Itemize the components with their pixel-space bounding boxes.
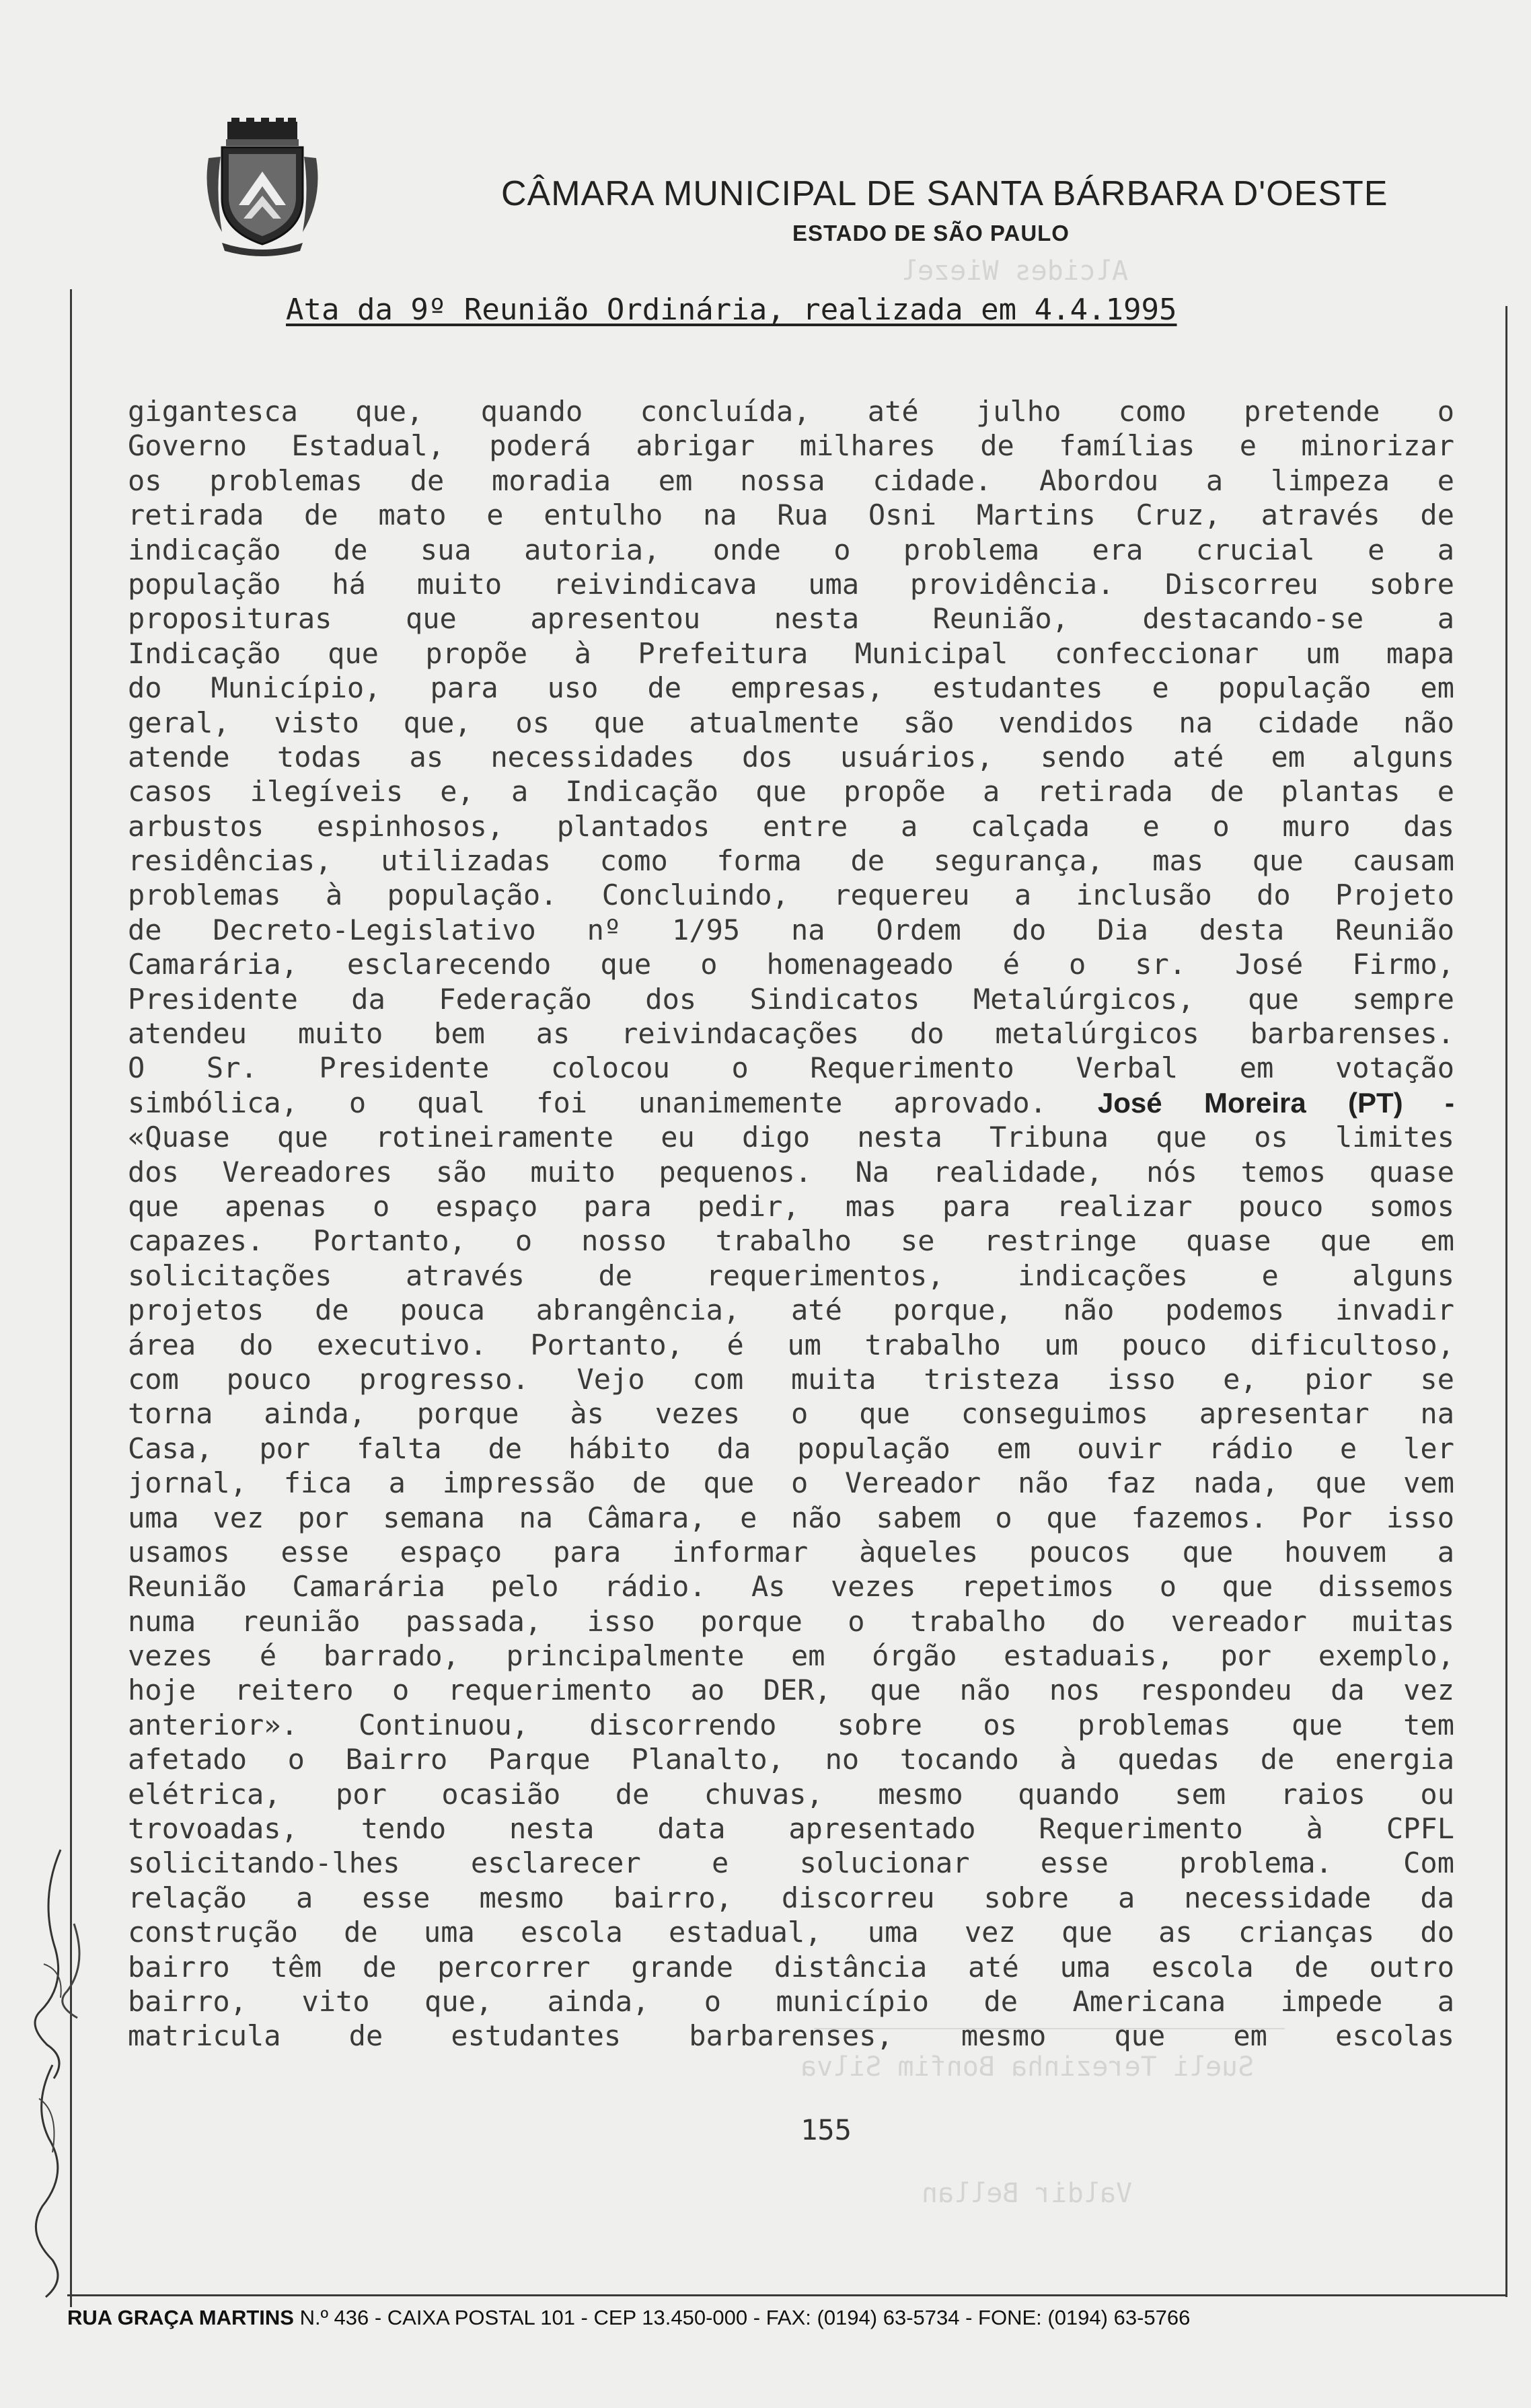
body-line: usamos esse espaço para informar àqueles poucos que houvem a xyxy=(128,1535,1454,1569)
body-line: O Sr. Presidente colocou o Requerimento Verbal em votação xyxy=(128,1051,1454,1085)
body-line: geral, visto que, os que atualmente são vendidos na cidade não xyxy=(128,706,1454,739)
body-line: dos Vereadores são muito pequenos. Na realidade, nós temos quase xyxy=(128,1155,1454,1189)
body-line: arbustos espinhosos, plantados entre a calçada e o muro das xyxy=(128,809,1454,843)
body-line: Indicação que propõe à Prefeitura Municipal confeccionar um mapa xyxy=(128,636,1454,670)
body-line: capazes. Portanto, o nosso trabalho se restringe quase que em xyxy=(128,1224,1454,1258)
body-line: atendeu muito bem as reivindacações do metalúrgicos barbarenses. xyxy=(128,1017,1454,1051)
body-line-text: simbólica, o qual foi unanimemente aprovado. xyxy=(128,1086,1047,1119)
right-margin-rule xyxy=(1505,306,1507,2297)
body-line: Reunião Camarária pelo rádio. As vezes repetimos o que dissemos xyxy=(128,1570,1454,1604)
body-line: indicação de sua autoria, onde o problema era crucial e a xyxy=(128,533,1454,566)
margin-signature-lower xyxy=(12,2058,86,2300)
body-line: atende todas as necessidades dos usuários, sendo até em alguns xyxy=(128,740,1454,774)
body-line: anterior». Continuou, discorrendo sobre os problemas que tem xyxy=(128,1708,1454,1741)
body-line: que apenas o espaço para pedir, mas para realizar pouco somos xyxy=(128,1189,1454,1223)
body-line: jornal, fica a impressão de que o Vereador não faz nada, que vem xyxy=(128,1466,1454,1500)
body-line: gigantesca que, quando concluída, até julho como pretende o xyxy=(128,395,1454,428)
show-through-name-3: Valdir Bellan xyxy=(922,2178,1133,2209)
body-line: os problemas de moradia em nossa cidade. Abordou a limpeza e xyxy=(128,463,1454,497)
body-line: Presidente da Federação dos Sindicatos Metalúrgicos, que sempre xyxy=(128,982,1454,1016)
body-line: relação a esse mesmo bairro, discorreu sobre a necessidade da xyxy=(128,1881,1454,1914)
body-line: casos ilegíveis e, a Indicação que propõe a retirada de plantas e xyxy=(128,775,1454,808)
body-line: uma vez por semana na Câmara, e não sabem o que fazemos. Por isso xyxy=(128,1501,1454,1534)
footer-contact-details: N.º 436 - CAIXA POSTAL 101 - CEP 13.450-000 - FAX: (0194) 63-5734 - FONE: (0194) 63-5766 xyxy=(299,2306,1191,2329)
body-line: trovoadas, tendo nesta data apresentado Requerimento à CPFL xyxy=(128,1812,1454,1846)
body-line: construção de uma escola estadual, uma vez que as crianças do xyxy=(128,1916,1454,1949)
body-line: numa reunião passada, isso porque o trabalho do vereador muitas xyxy=(128,1604,1454,1638)
body-line: afetado o Bairro Parque Planalto, no tocando à quedas de energia xyxy=(128,1743,1454,1776)
footer-street: RUA GRAÇA MARTINS xyxy=(67,2306,294,2329)
body-line: bairro, vito que, ainda, o município de Americana impede a xyxy=(128,1984,1454,2018)
institution-name: CÂMARA MUNICIPAL DE SANTA BÁRBARA D'OESTE xyxy=(501,174,1388,213)
body-line: torna ainda, porque às vezes o que conseguimos apresentar na xyxy=(128,1397,1454,1431)
municipal-coat-of-arms-icon xyxy=(202,118,323,259)
body-line: proposituras que apresentou nesta Reunião, destacando-se a xyxy=(128,602,1454,636)
body-line: bairro têm de percorrer grande distância até uma escola de outro xyxy=(128,1950,1454,1984)
body-line: vezes é barrado, principalmente em órgão estaduais, por exemplo, xyxy=(128,1639,1454,1673)
body-line: hoje reitero o requerimento ao DER, que não nos respondeu da vez xyxy=(128,1673,1454,1707)
body-line: população há muito reivindicava uma providência. Discorreu sobre xyxy=(128,567,1454,601)
body-line: solicitações através de requerimentos, indicações e alguns xyxy=(128,1258,1454,1292)
footer-rule xyxy=(67,2294,1507,2296)
body-line: retirada de mato e entulho na Rua Osni Martins Cruz, através de xyxy=(128,498,1454,532)
page-number: 155 xyxy=(800,2113,852,2146)
body-line: Casa, por falta de hábito da população em ouvir rádio e ler xyxy=(128,1431,1454,1465)
body-line: matricula de estudantes barbarenses, mesmo que em escolas xyxy=(128,2019,1454,2053)
state-name: ESTADO DE SÃO PAULO xyxy=(792,221,1070,246)
footer-address xyxy=(67,2306,1514,2330)
body-line: com pouco progresso. Vejo com muita tristeza isso e, pior se xyxy=(128,1362,1454,1396)
show-through-name-2: Sueli Terezinha Bonfim Silva xyxy=(800,2052,1255,2082)
body-line: área do executivo. Portanto, é um trabalho um pouco dificultoso, xyxy=(128,1328,1454,1361)
body-line: Governo Estadual, poderá abrigar milhares de famílias e minorizar xyxy=(128,429,1454,463)
show-through-name-1: Alcides Wiezel xyxy=(901,256,1129,287)
body-line: elétrica, por ocasião de chuvas, mesmo quando sem raios ou xyxy=(128,1777,1454,1811)
body-line: Camarária, esclarecendo que o homenageado é o sr. José Firmo, xyxy=(128,948,1454,981)
body-line: solicitando-lhes esclarecer e solucionar esse problema. Com xyxy=(128,1846,1454,1880)
minutes-body xyxy=(128,394,1454,2054)
minute-title: Ata da 9º Reunião Ordinária, realizada em 4.4.1995 xyxy=(286,293,1177,327)
body-line: do Município, para uso de empresas, estudantes e população em xyxy=(128,671,1454,705)
body-line: residências, utilizadas como forma de segurança, mas que causam xyxy=(128,844,1454,878)
body-line: de Decreto-Legislativo nº 1/95 na Ordem do Dia desta Reunião xyxy=(128,913,1454,946)
body-line: projetos de pouca abrangência, até porque, não podemos invadir xyxy=(128,1293,1454,1327)
body-line-with-speaker xyxy=(128,1086,1454,1120)
body-line: «Quase que rotineiramente eu digo nesta Tribuna que os limites xyxy=(128,1121,1454,1154)
body-line: problemas à população. Concluindo, requereu a inclusão do Projeto xyxy=(128,878,1454,912)
speaker-name: José Moreira (PT) - xyxy=(1097,1086,1454,1119)
margin-signature-upper xyxy=(13,1843,101,2085)
